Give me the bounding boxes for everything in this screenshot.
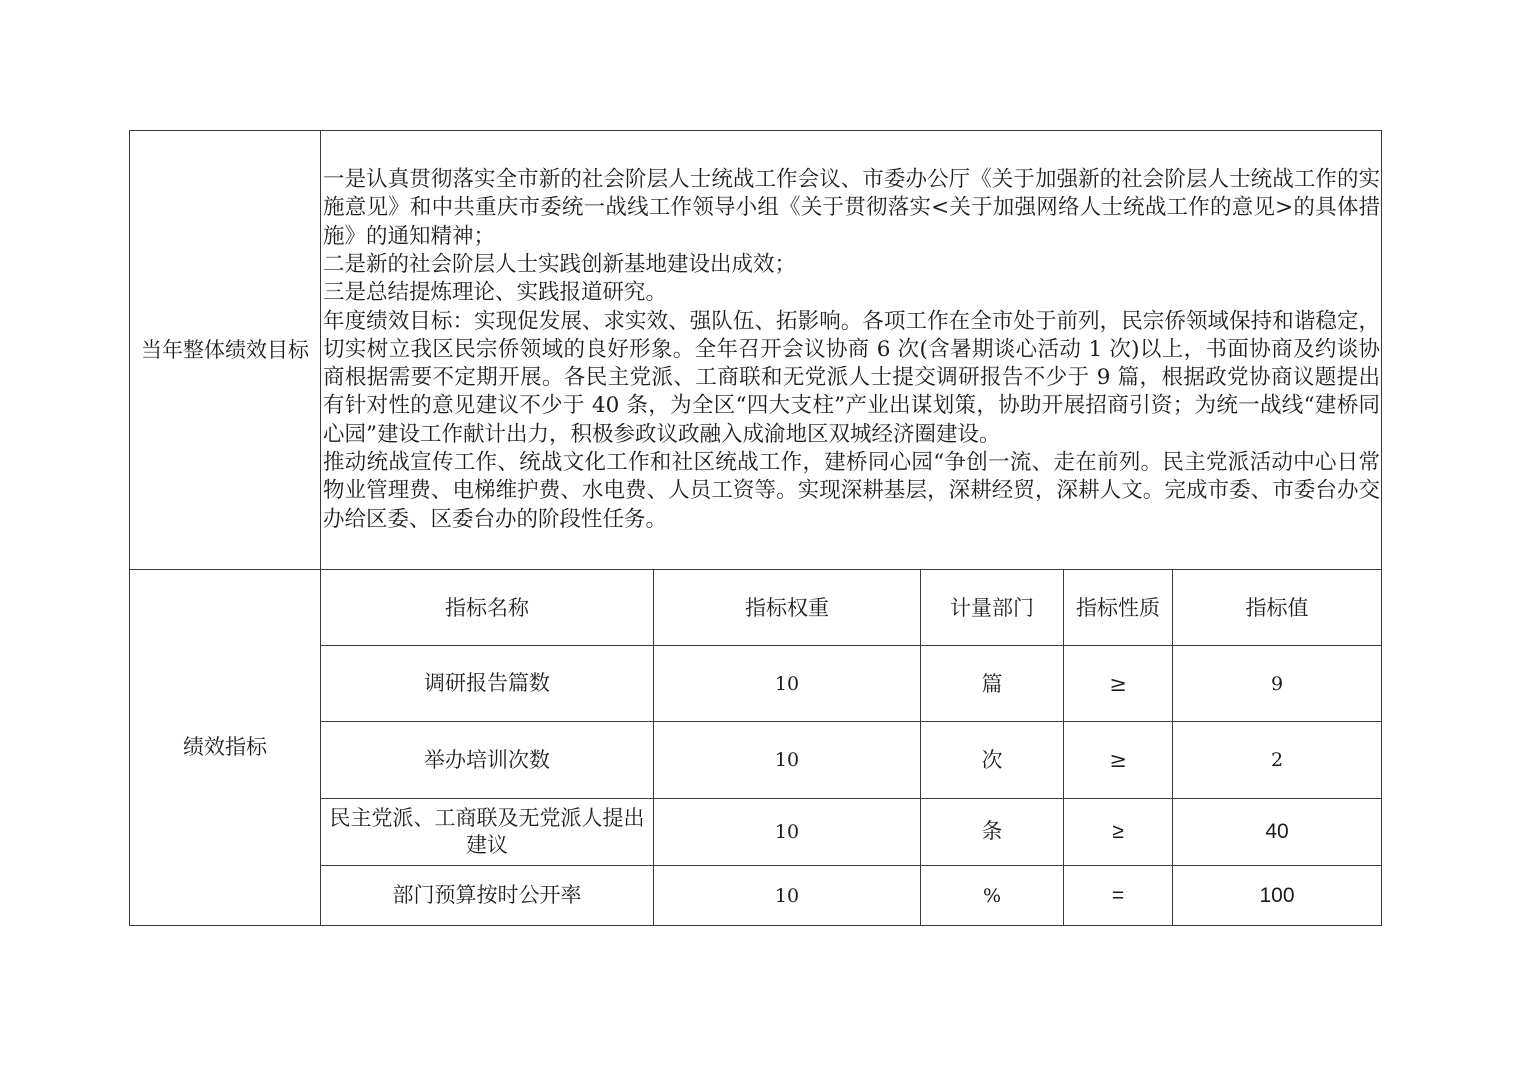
header-indicator-name: 指标名称: [321, 570, 654, 646]
indicator-unit: 篇: [921, 646, 1064, 722]
indicator-unit: 次: [921, 722, 1064, 799]
indicator-value: 100: [1173, 866, 1382, 926]
header-measure-unit: 计量部门: [921, 570, 1064, 646]
indicator-weight: 10: [654, 646, 921, 722]
goal-paragraph: 三是总结提炼理论、实践报道研究。: [323, 280, 668, 306]
indicator-name: 民主党派、工商联及无党派人提出建议: [321, 799, 654, 866]
goal-paragraph: 一是认真贯彻落实全市新的社会阶层人士统战工作会议、市委办公厅《关于加强新的社会阶层人士统战工作的实施意见》和中共重庆市委统一战线工作领导小组《关于贯彻落实<关于加强网络人士统战工作的意见>的具体措施》的通知精神；: [323, 167, 1381, 249]
header-indicator-nature: 指标性质: [1064, 570, 1173, 646]
indicator-header-row: [130, 570, 1382, 646]
header-indicator-value: 指标值: [1173, 570, 1382, 646]
performance-target-table: [129, 130, 1382, 926]
indicator-name: 举办培训次数: [321, 722, 654, 799]
indicator-value: 2: [1173, 722, 1382, 799]
indicator-nature: =: [1064, 866, 1173, 926]
indicator-name: 部门预算按时公开率: [321, 866, 654, 926]
indicator-weight: 10: [654, 722, 921, 799]
goal-paragraph: 推动统战宣传工作、统战文化工作和社区统战工作，建桥同心园“争创一流、走在前列。民主党派活动中心日常物业管理费、电梯维护费、水电费、人员工资等。实现深耕基层，深耕经贸，深耕人文。完成市委、市委台办交办给区委、区委台办的阶段性任务。: [323, 450, 1381, 532]
indicator-weight: 10: [654, 866, 921, 926]
indicator-nature: ≥: [1064, 799, 1173, 866]
goal-label: 当年整体绩效目标: [130, 131, 321, 570]
goal-row: [130, 131, 1382, 570]
goal-paragraph: 二是新的社会阶层人士实践创新基地建设出成效；: [323, 251, 797, 277]
indicator-value: 9: [1173, 646, 1382, 722]
indicator-name: 调研报告篇数: [321, 646, 654, 722]
header-indicator-weight: 指标权重: [654, 570, 921, 646]
goal-paragraph: 年度绩效目标：实现促发展、求实效、强队伍、拓影响。各项工作在全市处于前列，民宗侨领域保持和谐稳定，切实树立我区民宗侨领域的良好形象。全年召开会议协商 6 次(含暑期谈心活动 1 次)以上，书面协商及约谈协商根据需要不定期开展。各民主党派、工商联和无党派人士提交调研报告不少于 9 篇，根据政党协商议题提出有针对性的意见建议不少于 40 条，为全区“四大支柱”产业出谋划策，协助开展招商引资；为统一战线“建桥同心园”建设工作献计出力，积极参政议政融入成渝地区双城经济圈建设。: [323, 308, 1381, 447]
indicator-value: 40: [1173, 799, 1382, 866]
indicator-section-label: 绩效指标: [130, 570, 321, 926]
goal-content-cell: [321, 131, 1382, 570]
indicator-unit: %: [921, 866, 1064, 926]
indicator-weight: 10: [654, 799, 921, 866]
indicator-unit: 条: [921, 799, 1064, 866]
indicator-nature: ≥: [1064, 722, 1173, 799]
indicator-nature: ≥: [1064, 646, 1173, 722]
